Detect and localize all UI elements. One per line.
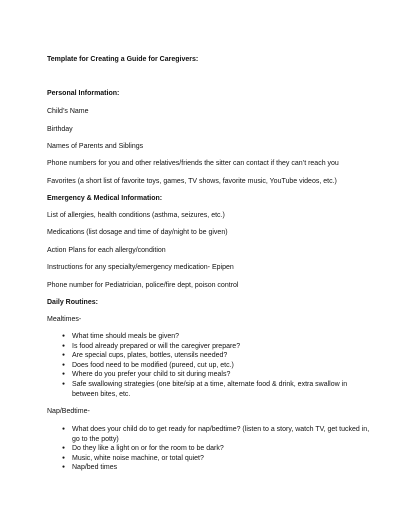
emergency-item: Action Plans for each allergy/condition bbox=[47, 247, 166, 254]
emergency-item: Instructions for any specialty/emergency medication- Epipen bbox=[47, 264, 234, 271]
personal-item: Child’s Name bbox=[47, 108, 89, 115]
list-item: ● Nap/bed times bbox=[62, 463, 372, 473]
personal-item: Birthday bbox=[47, 126, 73, 133]
list-item: ● What does your child do to get ready for nap/bedtime? (listen to a story, watch TV, get tucked in, go to the potty) bbox=[62, 425, 372, 444]
nap-bedtime-list bbox=[62, 425, 372, 473]
personal-item: Names of Parents and Siblings bbox=[47, 143, 144, 150]
personal-item: Favorites (a short list of favorite toys, games, TV shows, favorite music, YouTube videos, etc.) bbox=[47, 178, 337, 185]
list-item: ● What time should meals be given? bbox=[62, 332, 372, 342]
nap-bedtime-label: Nap/Bedtime- bbox=[47, 408, 90, 415]
emergency-heading: Emergency & Medical Information: bbox=[47, 195, 163, 202]
emergency-item: Phone number for Pediatrician, police/fire dept, poison control bbox=[47, 282, 239, 289]
personal-info-heading: Personal Information: bbox=[47, 90, 120, 97]
mealtimes-list bbox=[62, 332, 372, 399]
emergency-item: Medications (list dosage and time of day/night to be given) bbox=[47, 229, 228, 236]
daily-routines-heading: Daily Routines: bbox=[47, 299, 98, 306]
personal-item: Phone numbers for you and other relatives/friends the sitter can contact if they can’t reach you bbox=[47, 160, 339, 167]
list-item: ● Is food already prepared or will the caregiver prepare? bbox=[62, 342, 372, 352]
list-item: ● Are special cups, plates, bottles, utensils needed? bbox=[62, 351, 372, 361]
list-item: ● Does food need to be modified (pureed, cut up, etc.) bbox=[62, 361, 372, 371]
list-item: ● Safe swallowing strategies (one bite/sip at a time, alternate food & drink, extra swallow in between bites, etc. bbox=[62, 380, 372, 399]
list-item: ● Where do you prefer your child to sit during meals? bbox=[62, 370, 372, 380]
list-item: ● Music, white noise machine, or total quiet? bbox=[62, 454, 372, 464]
list-item: ● Do they like a light on or for the room to be dark? bbox=[62, 444, 372, 454]
mealtimes-label: Mealtimes- bbox=[47, 316, 82, 323]
document-title: Template for Creating a Guide for Caregivers: bbox=[47, 56, 199, 63]
emergency-item: List of allergies, health conditions (asthma, seizures, etc.) bbox=[47, 212, 225, 219]
